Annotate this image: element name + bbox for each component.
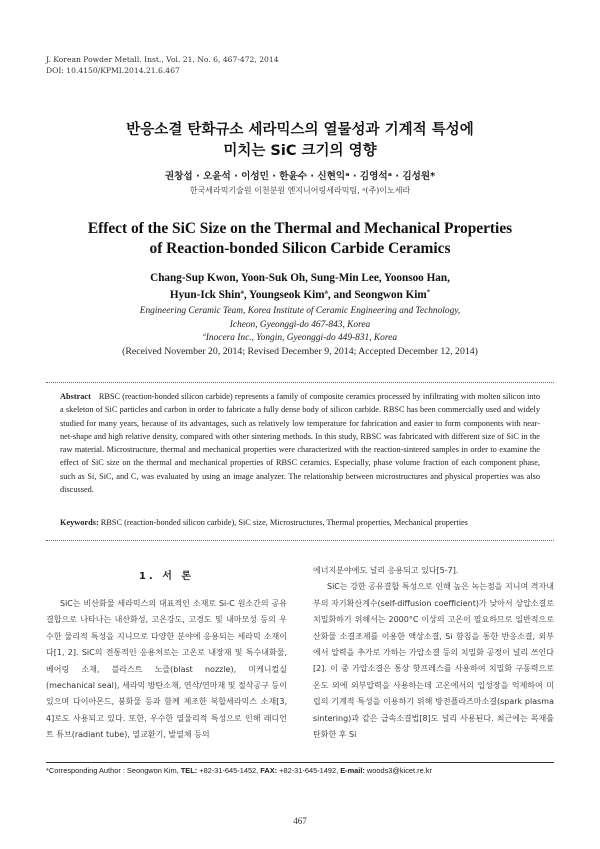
- affil-mark-a: a: [240, 287, 244, 295]
- journal-citation: J. Korean Powder Metall. Inst., Vol. 21, No. 6, 467-472, 2014: [46, 55, 279, 64]
- received-dates: (Received November 20, 2014; Revised December 9, 2014; Accepted December 12, 2014): [122, 346, 478, 357]
- english-affil-line2: Icheon, Gyeonggi-do 467-843, Korea: [229, 319, 371, 330]
- footnote-rule: [46, 762, 554, 763]
- body-right-column: [313, 563, 554, 743]
- page-number: 467: [293, 816, 307, 826]
- right-para-2: SiC는 강한 공유결합 특성으로 인해 높은 녹는점을 지니며 격자내부의 자기확산계수(self-diffusion coefficient)가 낮아서 상압소결로 치밀화하기 위해서는 2000°C 이상의 고온이 필요하므로 일반적으로 산화물 소결조제를 이용한 액상소결, Si 함침을 통한 반응소결, 외부에서 압력을 추가로 가하는 가압소결 등의 치밀화 공정이 널리 쓰인다[2]. 이 중 가압소결은 통상 핫프레스를 사용하여 치밀화 구동력으로 온도 외에 외부압력을 사용하는데 고온에서의 입성장을 억제하여 미립의 기계적 특성을 이용하기 위해 방전플라즈마소결(spark plasma sintering)과 같은 급속소결법[8]도 널리 사용된다. 최근에는 목재를 탄화한 후 Si: [313, 582, 554, 740]
- abstract-label: Abstract: [60, 392, 91, 401]
- affil-mark-a: a: [202, 331, 206, 338]
- english-authors: [0, 270, 600, 303]
- keywords: [60, 518, 540, 527]
- body-left-column: SiC는 비산화물 세라믹스의 대표적인 소재로 Si-C 원소간의 공유결합으로 나타나는 내산화성, 고온강도, 고경도 및 내마모성 등의 우수한 물리적 특성을 지니므로 다양한 분야에 응용되는 세라믹 소재이다[1, 2]. SiC의 전통적인 응용처로는 고온로 내장재 및 특수내화물, 베어링 소재, 블라스트 노즐(blast nozzle), 미케니컬실(mechanical seal), 세라믹 방탄소재, 연삭/연마재 및 절삭공구 등이 있으며 다이아몬드, 붕화물 등과 함께 제조한 복합세라믹스 소재[3, 4]로도 사용되고 있다. 또한, 우수한 열물리적 특성으로 인해 래디언트 튜브(radiant tube), 열교환기, 발열체 등의: [46, 599, 287, 740]
- section-heading-introduction: 1. 서 론: [138, 571, 195, 582]
- email-link[interactable]: woods3@kicet.re.kr: [366, 766, 432, 775]
- affil-mark-a: a: [324, 287, 328, 295]
- keywords-text: RBSC (reaction-bonded silicon carbide), SiC size, Microstructures, Thermal properties, Mechanical properties: [100, 518, 468, 527]
- english-affiliation: [0, 305, 600, 346]
- author-kim-s: , and Seongwon Kim: [327, 288, 427, 301]
- english-authors-line2: [0, 287, 600, 304]
- right-para-continued: 에너지분야에도 널리 응용되고 있다[5-7].: [313, 566, 459, 575]
- korean-title-line2: 미치는 SiC 크기의 영향: [223, 143, 377, 159]
- english-title-line1: Effect of the SiC Size on the Thermal and Mechanical Properties: [87, 220, 513, 237]
- english-title-line2: of Reaction-bonded Silicon Carbide Ceramics: [149, 240, 451, 257]
- korean-authors: 권창섭 · 오윤석 · 이성민 · 한윤수 · 신현익ᵃ · 김영석ᵃ · 김성원*: [164, 171, 436, 182]
- english-title: [0, 219, 600, 259]
- corresponding-author: *Corresponding Author : Seongwon Kim, TEL: +82-31-645-1452, FAX: +82-31-645-1492, E-mail: woods3@kicet.re.kr: [46, 766, 432, 775]
- korean-title-line1: 반응소결 탄화규소 세라믹스의 열물성과 기계적 특성에: [126, 122, 474, 138]
- corresponding-mark: *: [426, 287, 431, 295]
- author-shin: Hyun-Ick Shin: [169, 288, 241, 301]
- korean-title: [0, 120, 600, 162]
- english-affil-line1: Engineering Ceramic Team, Korea Institute of Ceramic Engineering and Technology,: [139, 306, 461, 316]
- journal-header: [46, 55, 279, 76]
- divider-bottom: [46, 540, 554, 541]
- abstract-text: RBSC (reaction-bonded silicon carbide) represents a family of composite ceramics processed by infiltrating with molten silicon into a skeleton of SiC particles and carbon in order to fabricate a fully dense body of silicon carbide. RBSC has been commercially used and widely studied for many years, because of its advantages, such as relatively low temperature for fabrication and easier to form components with near-net-shape and high relative density, compared with other sintering methods. In this study, RBSC was fabricated with different size of SiC in the raw material. Microstructure, thermal and mechanical properties were characterized with the reaction-sintered samples in order to examine the effect of SiC size on the thermal and mechanical properties of RBSC ceramics. Especially, phase volume fraction of each component phase, such as Si, SiC, and C, was evaluated by using an image analyzer. The relationship between microstructures and physical properties was also discussed.: [60, 392, 540, 495]
- journal-doi: DOI: 10.4150/KPMI.2014.21.6.467: [46, 65, 180, 75]
- korean-affiliation: 한국세라믹기술원 이천분원 엔지니어링세라믹팀, ᵃ(주)이노세라: [189, 186, 411, 195]
- keywords-label: Keywords:: [60, 518, 99, 527]
- abstract: [60, 390, 540, 496]
- divider-top: [46, 382, 554, 383]
- english-affil-line3: $^a$Inocera Inc., Yongin, Gyeonggi-do 449-831, Korea: [202, 331, 398, 343]
- english-authors-line1: Chang-Sup Kwon, Yoon-Suk Oh, Sung-Min Lee, Yoonsoo Han,: [150, 272, 450, 284]
- author-kim-y: , Youngseok Kim: [243, 288, 325, 301]
